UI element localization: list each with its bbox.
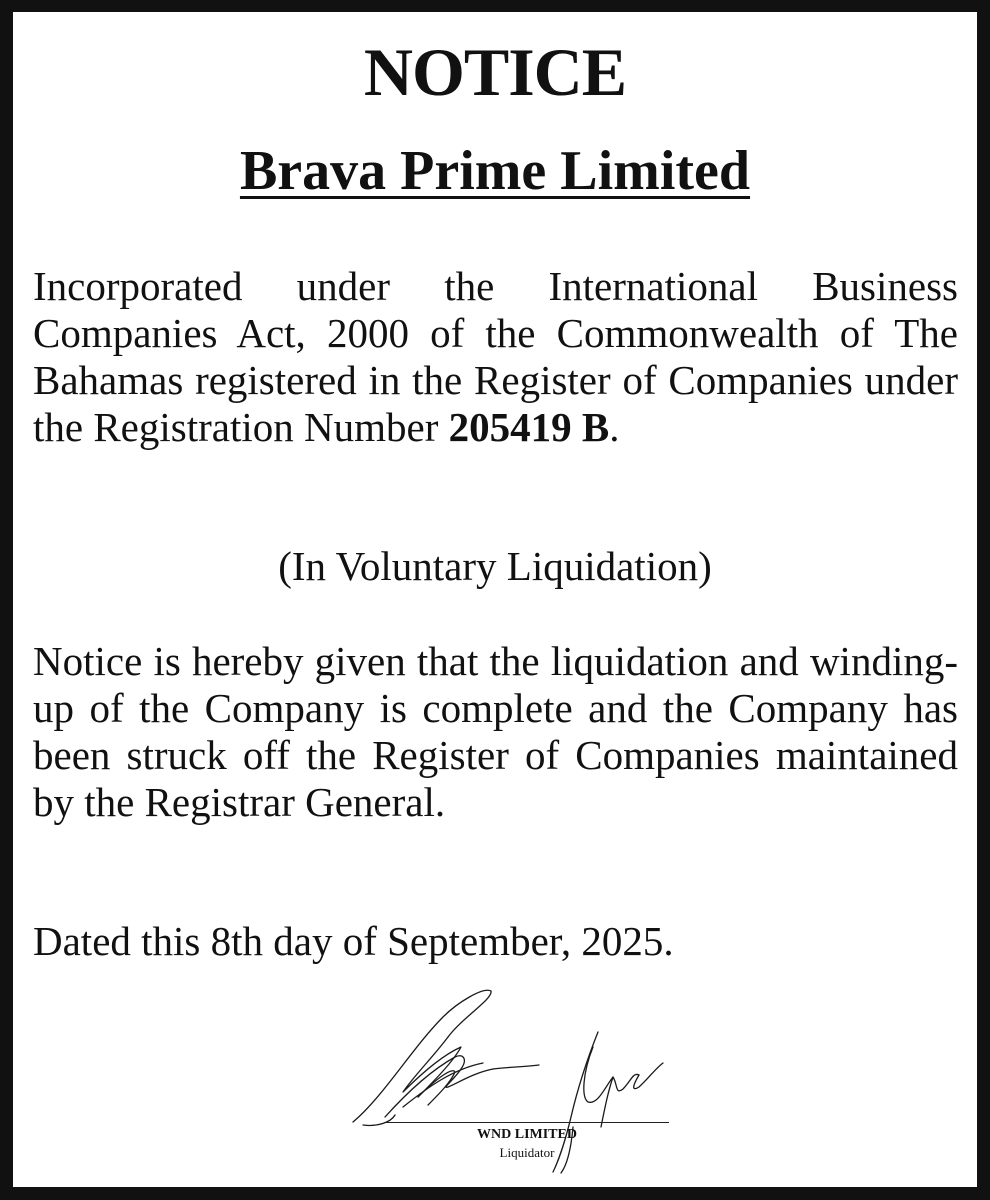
registration-number: 205419 B xyxy=(448,404,610,450)
registration-suffix: . xyxy=(609,404,620,450)
incorporation-paragraph xyxy=(33,263,958,451)
company-name: Brava Prime Limited xyxy=(239,140,751,202)
notice-title: NOTICE xyxy=(363,34,627,110)
signatory-role: Liquidator xyxy=(499,1145,555,1160)
notice-body-paragraph: Notice is hereby given that the liquidation and winding-up of the Company is complete and the Company has been struck off the Register of Companies maintained by the Registrar General. xyxy=(33,638,958,825)
signatory-company: WND LIMITED xyxy=(477,1127,577,1142)
company-name-heading xyxy=(13,140,977,202)
signature-line xyxy=(385,1122,669,1123)
incorporation-text: Incorporated under the International Business Companies Act, 2000 of the Commonwealth of The Bahamas registered in the Register of Companies under the Registration Number xyxy=(33,263,958,450)
dated-line: Dated this 8th day of September, 2025. xyxy=(33,918,674,964)
liquidation-status: (In Voluntary Liquidation) xyxy=(278,543,712,589)
